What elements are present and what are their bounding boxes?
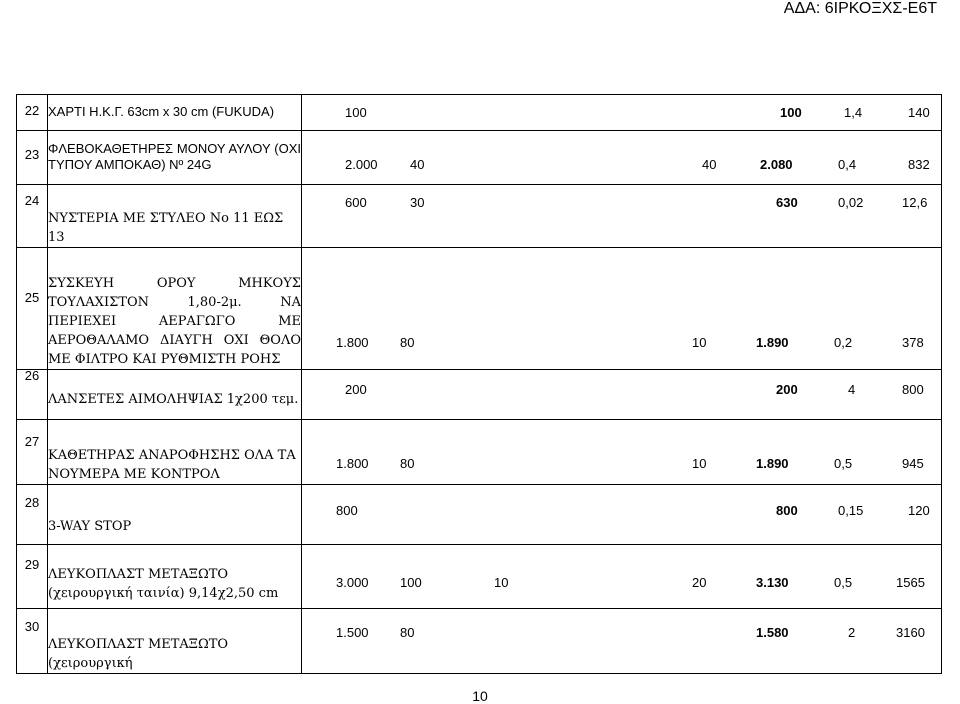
- item-description: 3-WAY STOP: [48, 519, 132, 534]
- description-cell: [48, 420, 302, 485]
- row-number: 24: [24, 193, 40, 208]
- quantities-cell: [302, 131, 942, 185]
- description-cell: [48, 609, 302, 674]
- quantity-b: 40: [410, 157, 425, 172]
- quantity-a: 200: [345, 382, 367, 397]
- total-cost: 120: [908, 503, 930, 518]
- quantities-cell: [302, 609, 942, 674]
- total-cost: 945: [902, 456, 924, 471]
- item-description: ΛΑΝΣΕΤΕΣ ΑΙΜΟΛΗΨΙΑΣ 1χ200 τεμ.: [48, 392, 299, 407]
- quantity-a: 600: [345, 195, 367, 210]
- quantity-d: 10: [692, 456, 707, 471]
- table-row: [17, 95, 942, 131]
- row-number: 23: [24, 147, 40, 162]
- total-quantity: 800: [776, 503, 798, 518]
- unit-price: 2: [848, 625, 856, 640]
- total-cost: 832: [908, 157, 930, 172]
- description-cell: [48, 485, 302, 545]
- total-cost: 3160: [896, 625, 925, 640]
- table-row: [17, 609, 942, 674]
- page-number: 10: [472, 688, 488, 704]
- table-row: [17, 248, 942, 370]
- item-description: ΧΑΡΤΙ Η.Κ.Γ. 63cm x 30 cm (FUKUDA): [48, 104, 275, 119]
- table-row: [17, 485, 942, 545]
- total-quantity: 100: [780, 105, 802, 120]
- quantity-b: 80: [400, 335, 415, 350]
- table-row: [17, 420, 942, 485]
- row-number-cell: [17, 420, 48, 485]
- quantity-b: 100: [400, 575, 422, 590]
- row-number-cell: [17, 95, 48, 131]
- total-cost: 12,6: [902, 195, 928, 210]
- items-table: [16, 94, 942, 674]
- total-cost: 378: [902, 335, 924, 350]
- unit-price: 1,4: [844, 105, 863, 120]
- row-number: 26: [24, 368, 40, 383]
- quantities-cell: [302, 95, 942, 131]
- item-description: ΛΕΥΚΟΠΛΑΣΤ ΜΕΤΑΞΩΤΟ (χειρουργική: [48, 637, 229, 671]
- table-row: [17, 185, 942, 248]
- unit-price: 0,02: [838, 195, 864, 210]
- row-number: 22: [24, 103, 40, 118]
- row-number: 25: [24, 290, 40, 305]
- total-cost: 140: [908, 105, 930, 120]
- item-description: ΛΕΥΚΟΠΛΑΣΤ ΜΕΤΑΞΩΤΟ (χειρουργική ταινία) 9,14χ2,50 cm: [48, 567, 279, 601]
- item-description: ΚΑΘΕΤΗΡΑΣ ΑΝΑΡΟΦΗΣΗΣ ΟΛΑ ΤΑ ΝΟΥΜΕΡΑ ΜΕ ΚΟΝΤΡΟΛ: [48, 448, 296, 482]
- description-cell: [48, 545, 302, 609]
- quantity-a: 100: [345, 105, 367, 120]
- quantity-a: 1.800: [336, 456, 369, 471]
- description-cell: [48, 370, 302, 420]
- table-row: [17, 131, 942, 185]
- item-description: ΦΛΕΒΟΚΑΘΕΤΗΡΕΣ ΜΟΝΟΥ ΑΥΛΟΥ (ΟΧΙ ΤΥΠΟΥ ΑΜΠΟΚΑΘ) Nº 24G: [48, 141, 301, 172]
- table-row: [17, 545, 942, 609]
- quantities-cell: [302, 420, 942, 485]
- row-number-cell: [17, 609, 48, 674]
- quantity-b: 30: [410, 195, 425, 210]
- description-cell: [48, 248, 302, 370]
- quantity-a: 2.000: [345, 157, 378, 172]
- row-number: 28: [24, 495, 40, 510]
- quantities-cell: [302, 248, 942, 370]
- quantity-b: 80: [400, 625, 415, 640]
- quantity-d: 40: [702, 157, 717, 172]
- quantities-cell: [302, 485, 942, 545]
- table-row: [17, 370, 942, 420]
- unit-price: 0,5: [834, 456, 853, 471]
- quantity-c: 10: [494, 575, 509, 590]
- row-number: 27: [24, 434, 40, 449]
- total-quantity: 1.580: [756, 625, 789, 640]
- total-cost: 1565: [896, 575, 925, 590]
- total-cost: 800: [902, 382, 924, 397]
- quantity-b: 80: [400, 456, 415, 471]
- total-quantity: 200: [776, 382, 798, 397]
- description-cell: [48, 185, 302, 248]
- total-quantity: 1.890: [756, 456, 789, 471]
- quantity-a: 1.800: [336, 335, 369, 350]
- row-number: 30: [24, 619, 40, 634]
- quantity-d: 10: [692, 335, 707, 350]
- description-cell: [48, 131, 302, 185]
- row-number-cell: [17, 131, 48, 185]
- quantity-a: 800: [336, 503, 358, 518]
- total-quantity: 630: [776, 195, 798, 210]
- total-quantity: 2.080: [760, 157, 793, 172]
- total-quantity: 1.890: [756, 335, 789, 350]
- item-description: ΝΥΣΤΕΡΙΑ ΜΕ ΣΤΥΛΕΟ Νο 11 ΕΩΣ 13: [48, 211, 284, 245]
- unit-price: 4: [848, 382, 856, 397]
- document-reference-code: ΑΔΑ: 6ΙΡΚΟΞΧΣ-Ε6Τ: [783, 0, 937, 17]
- quantity-a: 1.500: [336, 625, 369, 640]
- quantities-cell: [302, 545, 942, 609]
- description-cell: [48, 95, 302, 131]
- quantity-a: 3.000: [336, 575, 369, 590]
- quantities-cell: [302, 185, 942, 248]
- row-number-cell: [17, 185, 48, 248]
- row-number-cell: [17, 370, 48, 420]
- unit-price: 0,4: [838, 157, 857, 172]
- item-description: ΣΥΣΚΕΥΗ ΟΡΟΥ ΜΗΚΟΥΣ ΤΟΥΛΑΧΙΣΤΟΝ 1,80-2μ. ΝΑ ΠΕΡΙΕΧΕΙ ΑΕΡΑΓΩΓΟ ΜΕ ΑΕΡΟΘΑΛΑΜΟ ΔΙΑΥΓΗ ΟΧΙ ΘΟΛΟ ΜΕ ΦΙΛΤΡΟ ΚΑΙ ΡΥΘΜΙΣΤΗ ΡΟΗΣ: [48, 276, 301, 367]
- row-number-cell: [17, 485, 48, 545]
- unit-price: 0,2: [834, 335, 853, 350]
- unit-price: 0,15: [838, 503, 864, 518]
- row-number-cell: [17, 545, 48, 609]
- quantities-cell: [302, 370, 942, 420]
- total-quantity: 3.130: [756, 575, 789, 590]
- row-number: 29: [24, 557, 40, 572]
- quantity-d: 20: [692, 575, 707, 590]
- unit-price: 0,5: [834, 575, 853, 590]
- row-number-cell: [17, 248, 48, 370]
